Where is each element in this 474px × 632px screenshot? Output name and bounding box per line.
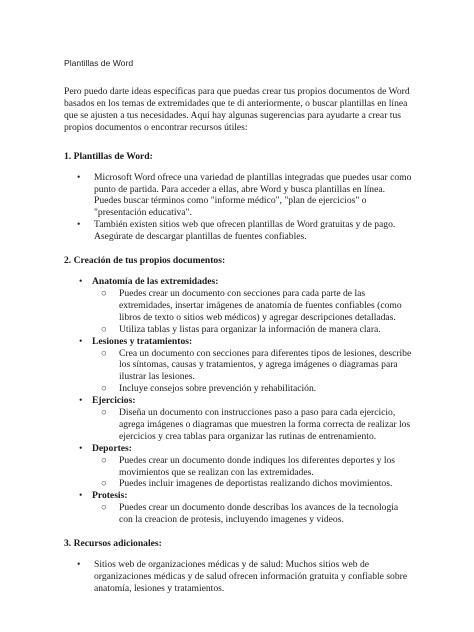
bullet-icon: • bbox=[77, 219, 81, 231]
section-2-list bbox=[64, 276, 414, 526]
sub-list-item: ○ Crea un documento con secciones para diferentes tipos de lesiones, describe los síntomas, causas y tratamientos, y agrega imágenes o diagramas para ilustrar las lesiones. bbox=[101, 347, 412, 383]
group-title: Deportes: bbox=[92, 442, 132, 454]
sub-list bbox=[92, 407, 414, 443]
bullet-icon: • bbox=[79, 395, 83, 407]
bullet-icon: • bbox=[77, 171, 81, 183]
list-item: • Microsoft Word ofrece una variedad de plantillas integradas que puedes usar como punto de partida. Para acceder a ellas, abre Word y busca plantillas en línea. Puedes buscar términos como "informe médico", "plan de ejercicios" o "presentación educativa". bbox=[77, 171, 412, 219]
sub-list-item: ○ Puedes incluir imagenes de deportistas realizando dichos movimientos. bbox=[101, 478, 393, 490]
sub-list-item: ○ Puedes crear un documento donde indiques los diferentes deportes y los movimientos que se realizan con las extremidades. bbox=[101, 454, 396, 478]
sub-list bbox=[92, 288, 414, 336]
section-2-heading: 2. Creación de tus propios documentos: bbox=[64, 255, 226, 267]
list-item: • Sitios web de organizaciones médicas y de salud: Muchos sitios web de organizaciones médicas y de salud ofrecen información gratuita y confiable sobre anatomía, lesiones y tratamientos. bbox=[77, 559, 408, 594]
section-3-list bbox=[64, 559, 414, 595]
bullet-icon: • bbox=[79, 276, 83, 288]
circle-bullet-icon: ○ bbox=[101, 454, 107, 466]
list-item bbox=[64, 276, 414, 336]
group-title: Ejercicios: bbox=[92, 395, 136, 407]
list-item bbox=[64, 490, 414, 526]
sub-list-item: ○ Incluye consejos sobre prevención y rehabilitación. bbox=[101, 383, 317, 395]
circle-bullet-icon: ○ bbox=[101, 407, 107, 419]
group-title: Protesis: bbox=[92, 490, 128, 502]
circle-bullet-icon: ○ bbox=[101, 383, 107, 395]
sub-list bbox=[92, 502, 414, 526]
bullet-icon: • bbox=[79, 490, 83, 502]
sub-list-item: ○ Puedes crear un documento con secciones para cada parte de las extremidades, insertar imágenes de anatomía de fuentes confiables (como libros de texto o sitios web médicos) y agregar descripciones detalladas. bbox=[101, 287, 402, 323]
group-title: Lesiones y tratamientos: bbox=[92, 335, 193, 347]
section-1-list bbox=[64, 172, 414, 243]
circle-bullet-icon: ○ bbox=[101, 323, 107, 335]
sub-list-item: ○ Puedes crear un documento donde describas los avances de la tecnologia con la creacion de protesis, incluyendo imagenes y videos. bbox=[101, 502, 399, 526]
bullet-icon: • bbox=[77, 559, 81, 571]
section-3-heading: 3. Recursos adicionales: bbox=[64, 538, 162, 550]
circle-bullet-icon: ○ bbox=[101, 502, 107, 514]
bullet-icon: • bbox=[79, 442, 83, 454]
sub-list bbox=[92, 348, 414, 396]
list-item: • También existen sitios web que ofrecen plantillas de Word gratuitas y de pago. Asegúrate de descargar plantillas de fuentes confiables. bbox=[77, 219, 396, 243]
section-1-heading: 1. Plantillas de Word: bbox=[64, 150, 153, 162]
circle-bullet-icon: ○ bbox=[101, 347, 107, 359]
bullet-icon: • bbox=[79, 335, 83, 347]
sub-list-item: ○ Diseña un documento con instrucciones paso a paso para cada ejercicio, agrega imágenes o diagramas que muestren la forma correcta de realizar los ejercicios y crea tablas para organizar las rutinas de entrenamiento. bbox=[101, 407, 411, 442]
document-title: Plantillas de Word bbox=[64, 58, 134, 68]
list-item bbox=[64, 395, 414, 443]
list-item bbox=[64, 336, 414, 396]
intro-paragraph: Pero puedo darte ideas específicas para que puedas crear tus propios documentos de Word basados en los temas de extremidades que te di anteriormente, o buscar plantillas en línea que se ajusten a tus necesidades. Aquí hay algunas sugerencias para ayudarte a crear tus propios documentos o encontrar recursos útiles: bbox=[64, 86, 410, 133]
sub-list bbox=[92, 455, 414, 491]
sub-list-item: ○ Utiliza tablas y listas para organizar la información de manera clara. bbox=[101, 323, 381, 335]
circle-bullet-icon: ○ bbox=[101, 478, 107, 490]
group-title: Anatomía de las extremidades: bbox=[92, 276, 219, 288]
list-item bbox=[64, 443, 414, 491]
circle-bullet-icon: ○ bbox=[101, 287, 107, 299]
